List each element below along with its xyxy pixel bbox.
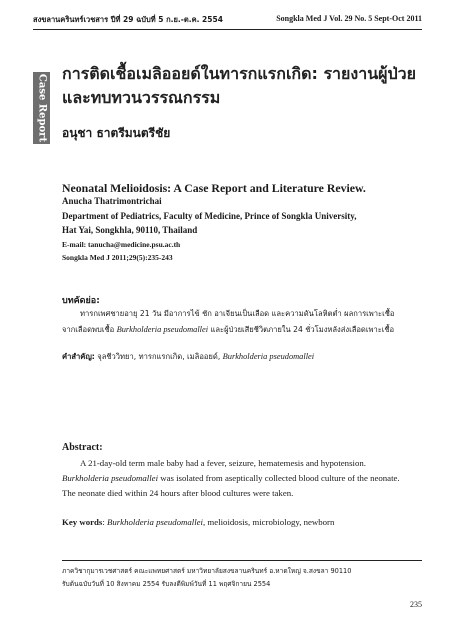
english-title: Neonatal Melioidosis: A Case Report and Literature Review. <box>62 181 366 195</box>
thai-title-line1: การติดเชื้อเมลิออยด์ในทารกแรกเกิด: รายงานผู้ป่วย <box>62 64 417 83</box>
english-keywords-colon: : <box>102 517 107 527</box>
english-keywords-rest: , melioidosis, microbiology, newborn <box>203 517 335 527</box>
running-header-english: Songkla Med J Vol. 29 No. 5 Sept-Oct 2011 <box>276 14 422 23</box>
thai-keywords-organism: Burkholderia pseudomallei <box>222 352 315 361</box>
english-abstract-heading: Abstract: <box>62 442 103 453</box>
thai-abstract-line1: ทารกเพศชายอายุ 21 วัน มีอาการไข้ ชัก อาเจียนเป็นเลือด และความดันโลหิตต่ำ ผลการเพาะเชื้อ <box>80 309 395 318</box>
case-report-tab <box>33 72 50 144</box>
citation: Songkla Med J 2011;29(5):235-243 <box>62 253 173 262</box>
footer-affiliation: ภาควิชากุมารเวชศาสตร์ คณะแพทยศาสตร์ มหาวิทยาลัยสงขลานครินทร์ อ.หาดใหญ่ จ.สงขลา 90110 <box>62 567 352 575</box>
thai-author: อนุชา ธาตรีมนตรีชัย <box>62 126 171 140</box>
thai-abstract-line2-pre: จากเลือดพบเชื้อ <box>62 325 117 334</box>
thai-title-line2: และทบทวนวรรณกรรม <box>62 88 221 107</box>
thai-keywords <box>62 351 314 363</box>
english-abstract-organism: Burkholderia pseudomallei <box>62 473 159 483</box>
english-abstract-line2 <box>62 473 400 483</box>
header-rule <box>33 29 422 30</box>
affiliation-line2: Hat Yai, Songkhla, 90110, Thailand <box>62 225 198 235</box>
thai-abstract-line2 <box>62 324 394 336</box>
thai-keywords-label: คำสำคัญ: <box>62 352 95 361</box>
thai-abstract-heading: บทคัดย่อ: <box>62 296 100 306</box>
english-author: Anucha Thatrimontrichai <box>62 196 162 206</box>
english-abstract-line1: A 21-day-old term male baby had a fever, seizure, hematemesis and hypotension. <box>80 458 366 468</box>
english-keywords <box>62 517 334 527</box>
affiliation-line1: Department of Pediatrics, Faculty of Medicine, Prince of Songkla University, <box>62 211 357 221</box>
running-header-thai: สงขลานครินทร์เวชสาร ปีที่ 29 ฉบับที่ 5 ก.ย.-ต.ค. 2554 <box>33 15 223 24</box>
english-abstract-line3: The neonate died within 24 hours after blood cultures were taken. <box>62 488 294 498</box>
english-keywords-label: Key words <box>62 517 103 527</box>
email: E-mail: tanucha@medicine.psu.ac.th <box>62 240 181 249</box>
thai-keywords-text: จุลชีววิทยา, ทารกแรกเกิด, เมลิออยด์, <box>94 352 223 361</box>
case-report-label: Case Report <box>36 73 47 143</box>
footer-rule <box>62 560 422 561</box>
footer-dates: รับต้นฉบับวันที่ 10 สิงหาคม 2554 รับลงตีพิมพ์วันที่ 11 พฤศจิกายน 2554 <box>62 580 271 588</box>
english-keywords-organism: Burkholderia pseudomallei <box>106 517 204 527</box>
thai-abstract-line2-post: และผู้ป่วยเสียชีวิตภายใน 24 ชั่วโมงหลังส่งเลือดเพาะเชื้อ <box>208 325 395 334</box>
page-number: 235 <box>410 600 422 609</box>
english-abstract-line2-rest: was isolated from aseptically collected blood culture of the neonate. <box>158 473 400 483</box>
thai-abstract-organism: Burkholderia pseudomallei <box>116 325 209 334</box>
